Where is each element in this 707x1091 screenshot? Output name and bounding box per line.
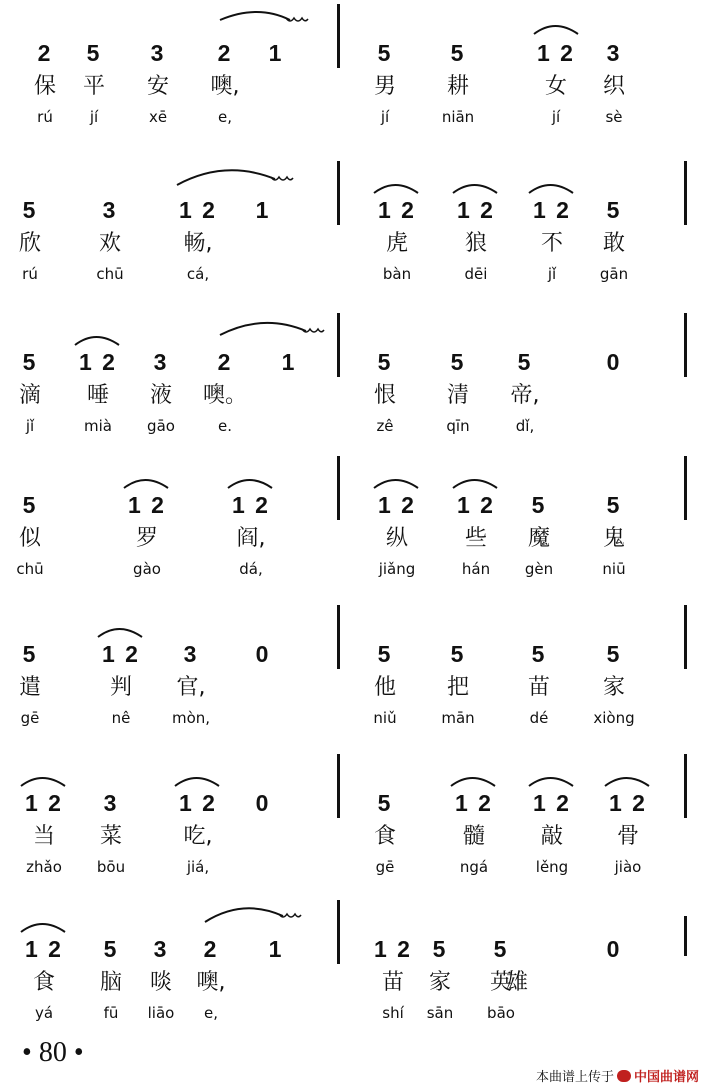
note: 0 — [606, 349, 622, 375]
pinyin: bāo — [487, 1004, 515, 1022]
pinyin: liāo — [147, 1004, 175, 1022]
pinyin: bōu — [96, 858, 126, 876]
note: 0 — [255, 641, 271, 667]
note: 1 2 — [378, 197, 416, 223]
note: 1 2 — [79, 349, 117, 375]
pinyin: qīn — [446, 417, 470, 435]
note: 1 2 — [25, 790, 63, 816]
note: 5 — [606, 641, 622, 667]
lyric: 把 — [446, 675, 469, 700]
note: 2 — [203, 936, 219, 962]
note: 1 2 — [457, 197, 495, 223]
note: 1 2 — [533, 790, 571, 816]
pinyin: gào — [133, 560, 161, 578]
pinyin: chū — [96, 265, 124, 283]
tie-slur — [218, 8, 308, 36]
note: 5 — [606, 492, 622, 518]
lyric: 当 — [32, 824, 55, 849]
pinyin: jí — [380, 108, 390, 126]
pinyin: e. — [218, 417, 232, 435]
lyric: 耕 — [446, 74, 469, 99]
note: 1 2 — [25, 936, 63, 962]
pinyin: sè — [605, 108, 623, 126]
lyric: 虎 — [385, 231, 408, 256]
note: 2 — [37, 40, 53, 66]
score-row-7 — [0, 896, 707, 1022]
pinyin: yá — [34, 1004, 54, 1022]
lyric: 骨 — [616, 824, 639, 849]
note: 5 — [531, 641, 547, 667]
pinyin: shí — [382, 1004, 404, 1022]
bar-line — [337, 900, 340, 964]
lyric: 滴 — [18, 383, 41, 408]
slur — [19, 772, 69, 788]
note: 3 — [153, 349, 169, 375]
bar-line — [684, 313, 687, 377]
lyric: 罗 — [135, 526, 158, 551]
pinyin: fū — [103, 1004, 119, 1022]
bar-line — [684, 605, 687, 669]
note: 2 — [217, 349, 233, 375]
note: 3 — [183, 641, 199, 667]
site-logo-icon — [617, 1070, 631, 1082]
lyric: 帝, — [510, 383, 540, 408]
pinyin: dǐ, — [515, 417, 535, 435]
lyric: 平 — [82, 74, 105, 99]
lyric: 英 — [489, 970, 512, 995]
note: 3 — [102, 197, 118, 223]
bar-line — [684, 161, 687, 225]
pinyin: jiǎng — [378, 560, 416, 578]
note: 1 2 — [374, 936, 412, 962]
pinyin: jí — [89, 108, 99, 126]
slur — [122, 474, 172, 490]
note: 5 — [450, 641, 466, 667]
note: 1 2 — [378, 492, 416, 518]
lyric: 保 — [33, 74, 56, 99]
lyric: 清 — [446, 383, 469, 408]
lyric: 畅, — [183, 231, 213, 256]
lyric: 吃, — [183, 824, 213, 849]
slur — [372, 474, 422, 490]
note: 1 2 — [128, 492, 166, 518]
pinyin: zê — [376, 417, 394, 435]
lyric: 魔 — [527, 526, 550, 551]
lyric: 噢。 — [202, 383, 247, 408]
lyric: 阎, — [236, 526, 266, 551]
lyric: 食 — [373, 824, 396, 849]
lyric: 恨 — [373, 383, 396, 408]
pinyin: jiá, — [186, 858, 210, 876]
lyric: 唾 — [86, 383, 109, 408]
note: 1 2 — [455, 790, 493, 816]
pinyin: jǐ — [25, 417, 35, 435]
pinyin: chū — [16, 560, 44, 578]
note: 1 — [255, 197, 271, 223]
lyric: 纵 — [385, 526, 408, 551]
slur — [451, 474, 501, 490]
score-row-5 — [0, 601, 707, 727]
page-number: • 80 • — [22, 1037, 84, 1068]
slur — [19, 918, 69, 934]
note: 5 — [377, 641, 393, 667]
note: 1 — [268, 936, 284, 962]
slur — [73, 331, 123, 347]
pinyin: cá, — [186, 265, 210, 283]
slur — [532, 20, 582, 36]
footer-prefix: 本曲谱上传于 — [535, 1070, 614, 1085]
page-number-value: 80 — [38, 1037, 67, 1068]
lyric: 噢, — [196, 970, 226, 995]
pinyin: lěng — [535, 858, 569, 876]
bar-line — [337, 754, 340, 818]
slur — [527, 772, 577, 788]
note: 3 — [153, 936, 169, 962]
note: 5 — [432, 936, 448, 962]
pinyin: jiào — [614, 858, 642, 876]
lyric: 菜 — [99, 824, 122, 849]
slur — [173, 772, 223, 788]
note: 0 — [606, 936, 622, 962]
lyric: 脑 — [99, 970, 122, 995]
lyric: 鬼 — [602, 526, 625, 551]
bar-line — [337, 313, 340, 377]
slur — [96, 623, 146, 639]
note: 5 — [377, 349, 393, 375]
note: 3 — [103, 790, 119, 816]
note: 1 2 — [537, 40, 575, 66]
note: 1 2 — [179, 197, 217, 223]
lyric: 遣 — [18, 675, 41, 700]
note: 5 — [22, 641, 38, 667]
note: 1 2 — [609, 790, 647, 816]
lyric: 雄 — [505, 970, 528, 995]
lyric: 安 — [146, 74, 169, 99]
note: 3 — [150, 40, 166, 66]
lyric: 液 — [149, 383, 172, 408]
note: 5 — [86, 40, 102, 66]
pinyin: e, — [218, 108, 232, 126]
note: 1 2 — [179, 790, 217, 816]
note: 1 2 — [533, 197, 571, 223]
note: 5 — [22, 492, 38, 518]
lyric: 苗 — [527, 675, 550, 700]
slur — [372, 179, 422, 195]
pinyin: dé — [529, 709, 549, 727]
slur — [603, 772, 653, 788]
pinyin: mià — [84, 417, 112, 435]
slur — [226, 474, 276, 490]
lyric: 欣 — [18, 231, 41, 256]
note: 5 — [450, 40, 466, 66]
footer-site[interactable]: 中国曲谱网 — [633, 1070, 699, 1085]
pinyin: zhǎo — [26, 858, 62, 876]
note: 5 — [517, 349, 533, 375]
note: 5 — [377, 790, 393, 816]
pinyin: gē — [375, 858, 395, 876]
note: 1 2 — [232, 492, 270, 518]
lyric: 敢 — [602, 231, 625, 256]
lyric: 他 — [373, 675, 396, 700]
pinyin: gē — [20, 709, 40, 727]
bar-line — [337, 161, 340, 225]
note: 5 — [606, 197, 622, 223]
lyric: 髓 — [462, 824, 485, 849]
pinyin: jí — [551, 108, 561, 126]
lyric: 啖 — [149, 970, 172, 995]
note: 5 — [22, 197, 38, 223]
slur — [449, 772, 499, 788]
bar-line — [337, 456, 340, 520]
bar-line — [684, 456, 687, 520]
bar-line — [337, 605, 340, 669]
note: 3 — [606, 40, 622, 66]
slur — [451, 179, 501, 195]
lyric: 噢, — [210, 74, 240, 99]
pinyin: niān — [441, 108, 475, 126]
lyric: 女 — [544, 74, 567, 99]
pinyin: sān — [426, 1004, 454, 1022]
note: 1 — [281, 349, 297, 375]
score-row-6 — [0, 750, 707, 876]
pinyin: rú — [37, 108, 53, 126]
lyric: 食 — [32, 970, 55, 995]
lyric: 家 — [428, 970, 451, 995]
lyric: 敲 — [540, 824, 563, 849]
pinyin: gāo — [147, 417, 175, 435]
note: 2 — [217, 40, 233, 66]
pinyin: dá, — [239, 560, 263, 578]
score-row-3 — [0, 309, 707, 435]
note: 1 2 — [457, 492, 495, 518]
note: 5 — [531, 492, 547, 518]
pinyin: dēi — [464, 265, 488, 283]
tie-slur — [175, 163, 295, 193]
pinyin: rú — [22, 265, 38, 283]
lyric: 欢 — [98, 231, 121, 256]
footer-credit — [536, 1066, 699, 1085]
score-row-4 — [0, 452, 707, 578]
pinyin: jǐ — [547, 265, 557, 283]
pinyin: gān — [599, 265, 629, 283]
note: 0 — [255, 790, 271, 816]
pinyin: gèn — [524, 560, 554, 578]
pinyin: xiòng — [593, 709, 635, 727]
note: 5 — [450, 349, 466, 375]
bar-line — [684, 916, 687, 956]
tie-slur — [218, 317, 328, 347]
lyric: 官, — [176, 675, 206, 700]
lyric: 苗 — [381, 970, 404, 995]
note: 1 — [268, 40, 284, 66]
pinyin: xē — [148, 108, 168, 126]
slur — [527, 179, 577, 195]
lyric: 织 — [602, 74, 625, 99]
pinyin: niū — [602, 560, 626, 578]
lyric: 似 — [18, 526, 41, 551]
lyric: 些 — [464, 526, 487, 551]
note: 5 — [103, 936, 119, 962]
pinyin: e, — [204, 1004, 218, 1022]
bar-line — [684, 754, 687, 818]
lyric: 不 — [540, 231, 563, 256]
lyric: 男 — [373, 74, 396, 99]
lyric: 狼 — [464, 231, 487, 256]
pinyin: hán — [461, 560, 491, 578]
bar-line — [337, 4, 340, 68]
pinyin: bàn — [382, 265, 412, 283]
score-row-2 — [0, 157, 707, 283]
score-row-1 — [0, 0, 707, 126]
pinyin: mòn, — [171, 709, 211, 727]
pinyin: mān — [441, 709, 475, 727]
lyric: 判 — [109, 675, 132, 700]
pinyin: niǔ — [373, 709, 397, 727]
lyric: 家 — [602, 675, 625, 700]
note: 5 — [493, 936, 509, 962]
note: 5 — [377, 40, 393, 66]
note: 1 2 — [102, 641, 140, 667]
tie-slur — [203, 902, 303, 932]
pinyin: ngá — [459, 858, 489, 876]
note: 5 — [22, 349, 38, 375]
pinyin: nê — [111, 709, 131, 727]
